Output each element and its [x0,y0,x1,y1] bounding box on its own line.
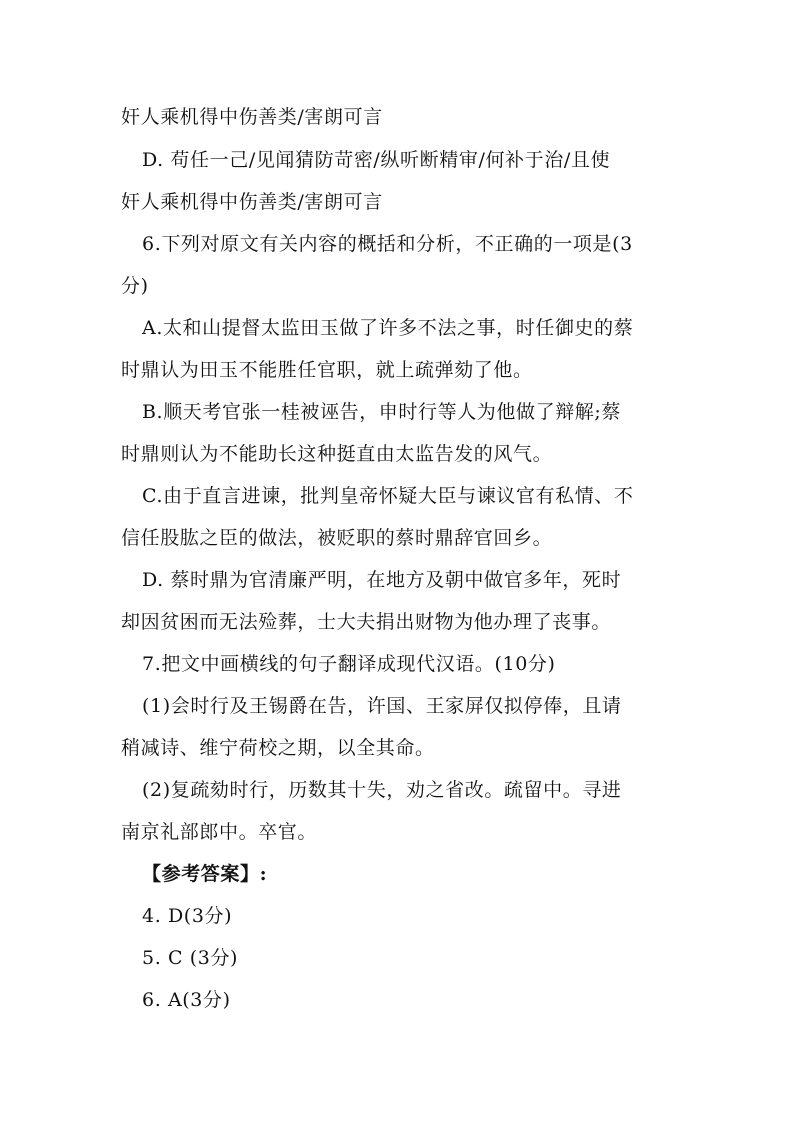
option-d-line: D. 蔡时鼎为官清廉严明，在地方及朝中做官多年，死时 [142,569,622,591]
text-line: 却因贫困而无法殓葬，士大夫捐出财物为他办理了丧事。 [121,611,612,633]
text-line: 奸人乘机得中伤善类/害朗可言 [121,191,383,213]
answer-6: 6. A(3分) [142,989,231,1011]
sentence-1-line: (1)会时行及王锡爵在告，许国、王家屏仅拟停俸，且请 [142,695,622,717]
text-line: 南京礼部郎中。卒官。 [121,821,318,843]
option-c-line: C.由于直言进谏，批判皇帝怀疑大臣与谏议官有私情、不 [142,485,634,507]
option-b-line: B.顺天考官张一桂被诬告，申时行等人为他做了辩解;蔡 [142,401,622,423]
text-line: 时鼎认为田玉不能胜任官职，就上疏弹劾了他。 [121,359,533,381]
option-d-line: D. 苟任一己/见闻猜防苛密/纵听断精审/何补于治/且使 [142,149,611,171]
text-line: 奸人乘机得中伤善类/害朗可言 [121,106,383,128]
text-line: 信任股肱之臣的做法，被贬职的蔡时鼎辞官回乡。 [121,527,553,549]
option-a-line: A.太和山提督太监田玉做了许多不法之事，时任御史的蔡 [142,317,634,339]
answer-heading: 【参考答案】: [142,863,268,885]
answer-4: 4. D(3分) [142,905,233,927]
text-line: 稍减诗、维宁荷校之期，以全其命。 [121,737,435,759]
sentence-2-line: (2)复疏劾时行，历数其十失，劝之省改。疏留中。寻进 [142,779,622,801]
text-line: 时鼎则认为不能助长这种挺直由太监告发的风气。 [121,443,553,465]
question-6-line: 6.下列对原文有关内容的概括和分析，不正确的一项是(3 [142,233,633,255]
text-line: 分) [121,275,149,297]
question-7-line: 7.把文中画横线的句子翻译成现代汉语。(10分) [142,653,556,675]
answer-5: 5. C (3分) [142,947,239,969]
